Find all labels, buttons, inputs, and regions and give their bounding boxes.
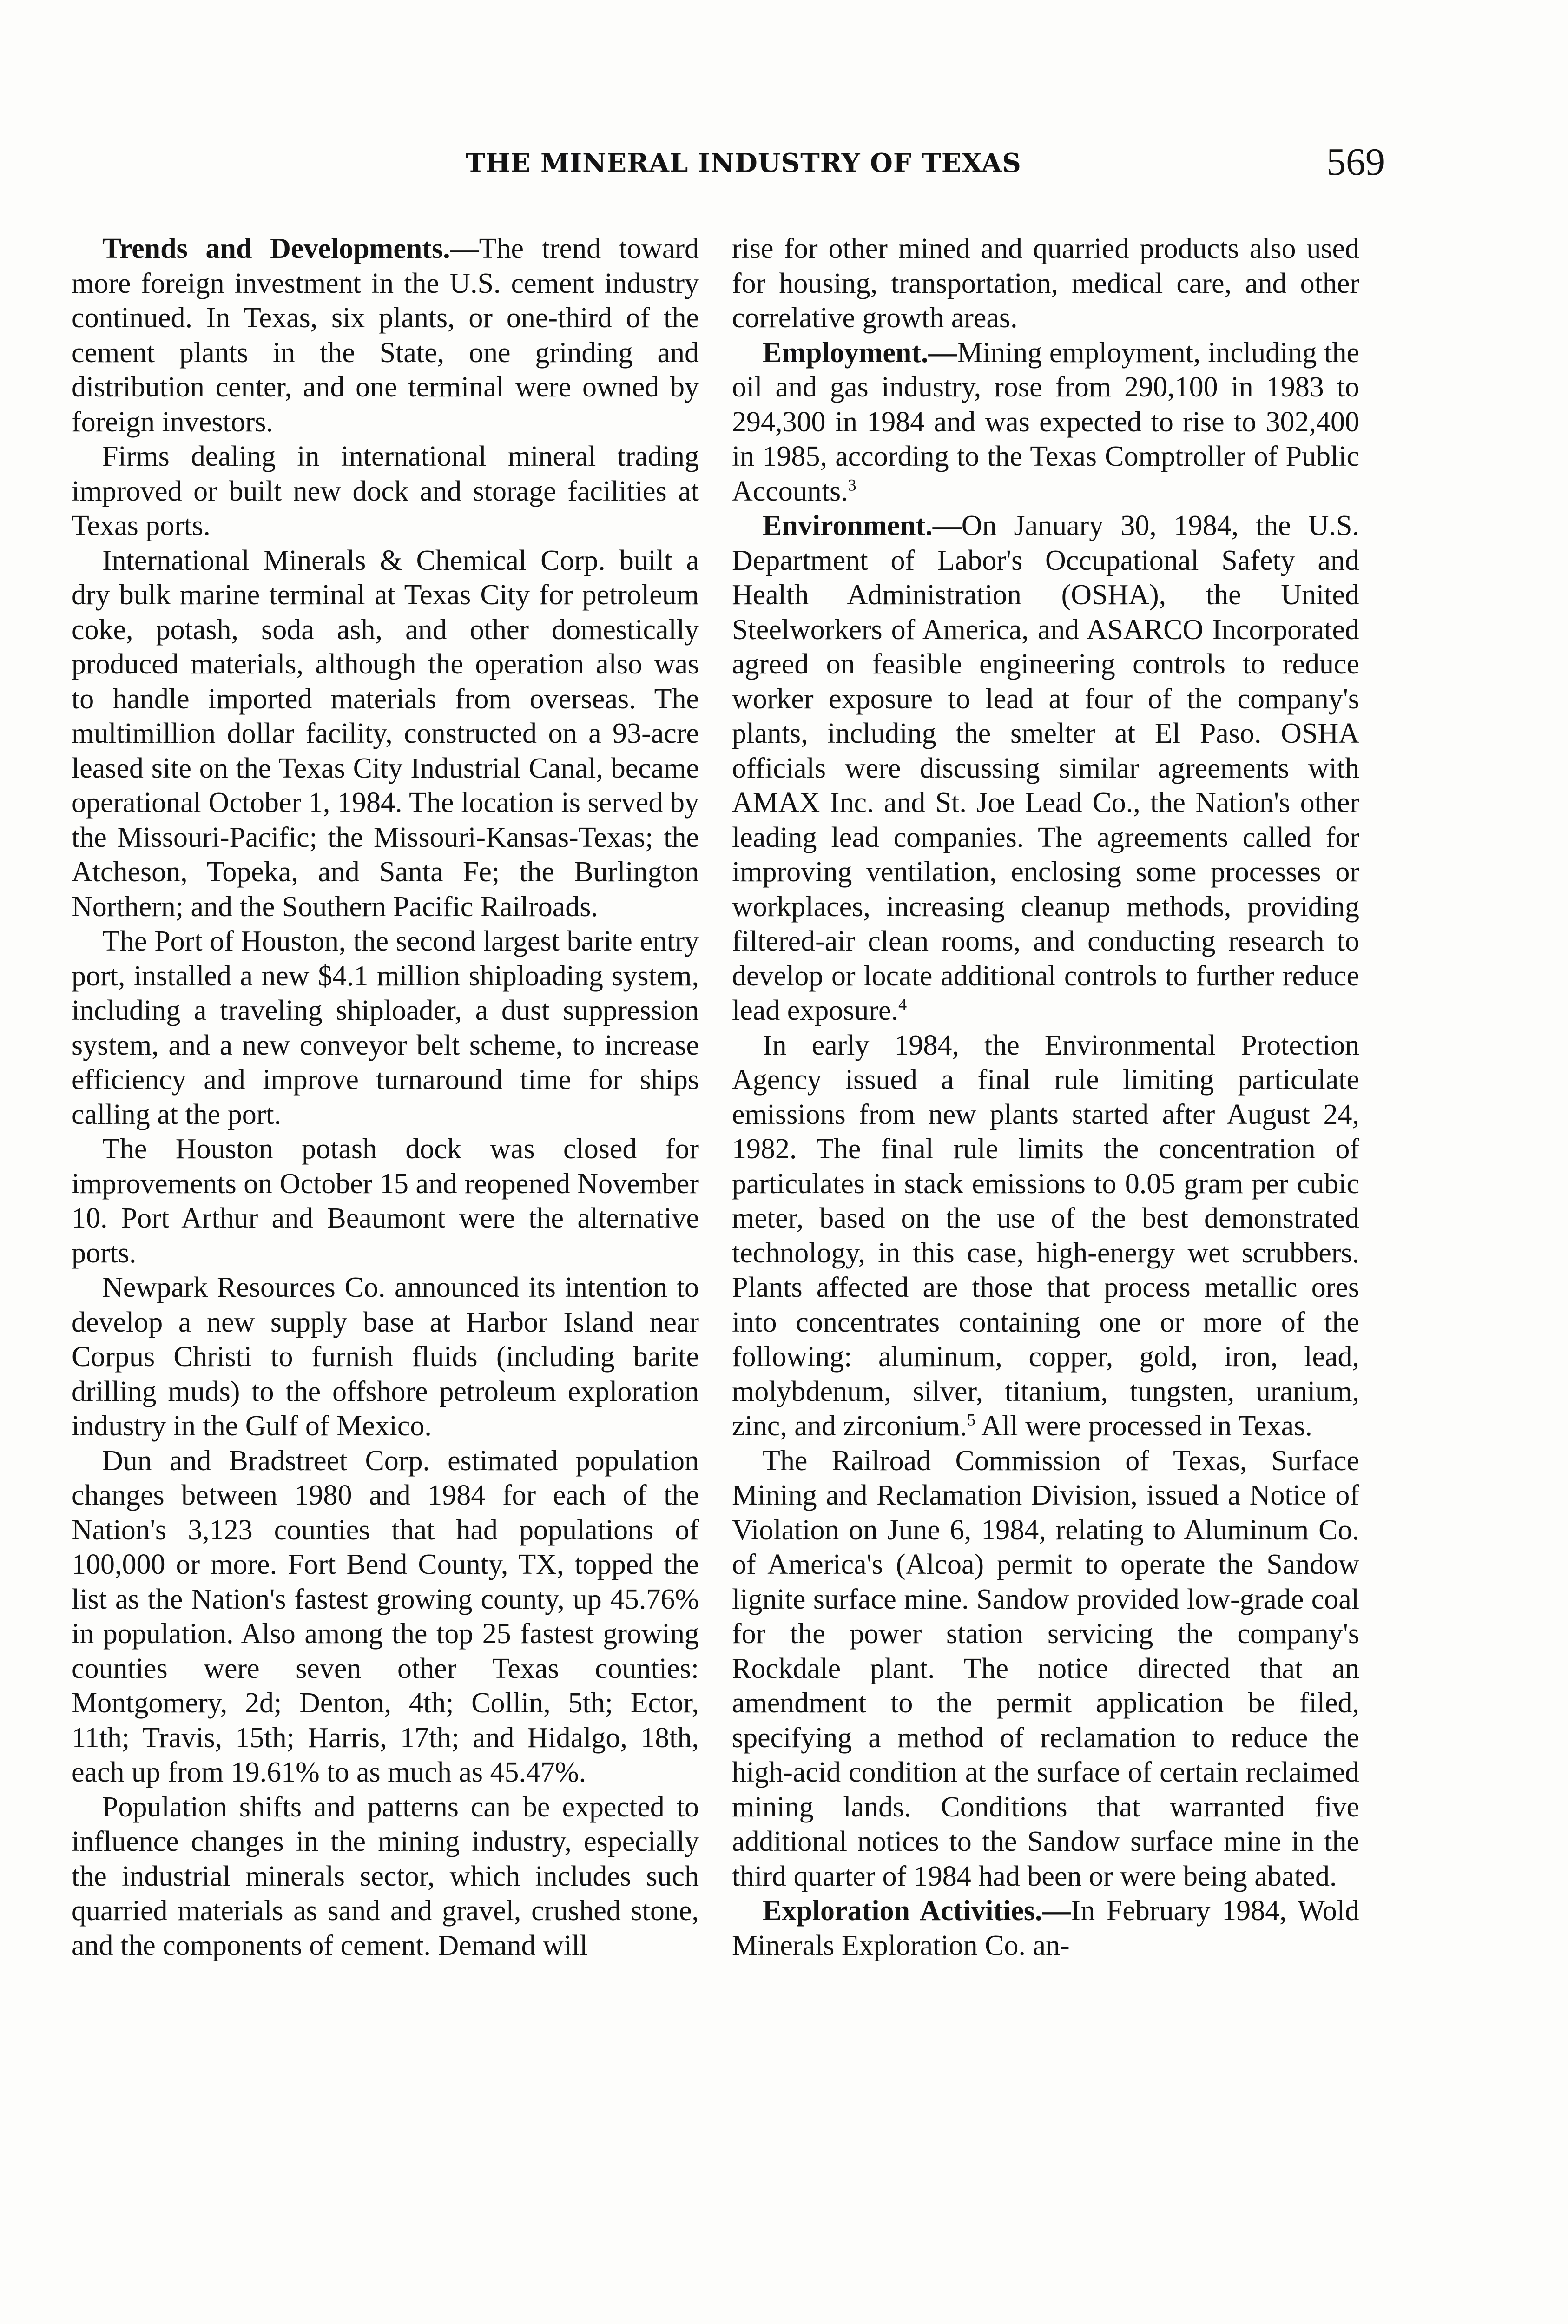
paragraph-newpark: Newpark Resources Co. announced its intention to develop a new supply base at Harbor Island near Corpus Christi to furnish fluids (including barite drilling muds) to the offshore petroleum exploration industry in the Gulf of Mexico. (72, 1272, 699, 1442)
right-column (732, 231, 1359, 1963)
paragraph-trends (72, 231, 699, 439)
footnote-ref-4: 4 (898, 995, 907, 1014)
paragraph-trends-text: The trend toward more foreign investment in the U.S. cement industry continued. In Texas, six plants, or one-third of the cement plants in the State, one grinding and distribution center, and one terminal were owned by foreign investors. (72, 233, 699, 438)
paragraph-epa-text-after: All were processed in Texas. (975, 1410, 1312, 1442)
paragraph-continued: rise for other mined and quarried products also used for housing, transportation, medical care, and other correlative growth areas. (732, 233, 1359, 334)
section-heading-environment: Environment.— (763, 510, 962, 541)
paragraph-environment (732, 508, 1359, 1028)
footnote-ref-5: 5 (967, 1410, 976, 1429)
paragraph-potash-dock: The Houston potash dock was closed for improvements on October 15 and reopened November 10. Port Arthur and Beaumont were the alternative ports. (72, 1133, 699, 1269)
page-number: 569 (1326, 140, 1385, 184)
section-heading-exploration: Exploration Activities.— (763, 1895, 1071, 1927)
paragraph-epa (732, 1028, 1359, 1444)
paragraph-imc: International Minerals & Chemical Corp. built a dry bulk marine terminal at Texas City for petroleum coke, potash, soda ash, and other domestically produced materials, although the operation also was to handle imported materials from overseas. The multimillion dollar facility, constructed on a 93-acre leased site on the Texas City Industrial Canal, became operational October 1, 1984. The location is served by the Missouri-Pacific; the Missouri-Kansas-Texas; the Atcheson, Topeka, and Santa Fe; the Burlington Northern; and the Southern Pacific Railroads. (72, 544, 699, 923)
paragraph-port-houston: The Port of Houston, the second largest barite entry port, installed a new $4.1 million shiploading system, including a traveling shiploader, a dust suppression system, and a new conveyor belt scheme, to increase efficiency and improve turnaround time for ships calling at the port. (72, 925, 699, 1130)
paragraph-exploration-text: In February 1984, Wold Minerals Exploration Co. an- (732, 1895, 1360, 1961)
paragraph-epa-text: In early 1984, the Environmental Protection Agency issued a final rule limiting particulate emissions from new plants started after August 24, 1982. The final rule limits the concentration of particulates in stack emissions to 0.05 gram per cubic meter, based on the use of the best demonstrated technology, in this case, high-energy wet scrubbers. Plants affected are those that process metallic ores into concentrates containing one or more of the following: aluminum, copper, gold, iron, lead, molybdenum, silver, titanium, tungsten, uranium, zinc, and zirconium. (732, 1029, 1359, 1442)
paragraph-employment-text: Mining employment, including the oil and gas industry, rose from 290,100 in 1983 to 294,300 in 1984 and was expected to rise to 302,400 in 1985, according to the Texas Comptroller of Public Accounts. (732, 337, 1359, 507)
section-heading-employment: Employment.— (763, 337, 957, 369)
left-column (72, 231, 699, 1963)
running-head: THE MINERAL INDUSTRY OF TEXAS (466, 148, 1021, 178)
paragraph-firms: Firms dealing in international mineral trading improved or built new dock and storage facilities at Texas ports. (72, 441, 699, 541)
paragraph-exploration (732, 1894, 1359, 1963)
section-heading-trends: Trends and Developments.— (102, 233, 479, 264)
paragraph-environment-text: On January 30, 1984, the U.S. Department of Labor's Occupational Safety and Health Administration (OSHA), the United Steelworkers of America, and ASARCO Incorporated agreed on feasible engineering controls to reduce worker exposure to lead at four of the company's plants, including the smelter at El Paso. OSHA officials were discussing similar agreements with AMAX Inc. and St. Joe Lead Co., the Nation's other leading lead companies. The agreements called for improving ventilation, enclosing some processes or workplaces, increasing cleanup methods, providing filtered-air clean rooms, and conducting research to develop or locate additional controls to further reduce lead exposure. (732, 510, 1359, 1026)
footnote-ref-3: 3 (848, 475, 856, 494)
paragraph-railroad-commission: The Railroad Commission of Texas, Surface Mining and Reclamation Division, issued a Notice of Violation on June 6, 1984, relating to Aluminum Co. of America's (Alcoa) permit to operate the Sandow lignite surface mine. Sandow provided low-grade coal for the power station servicing the company's Rockdale plant. The notice directed that an amendment to the permit application be filed, specifying a method of reclamation to reduce the high-acid condition at the surface of certain reclaimed mining lands. Conditions that warranted five additional notices to the Sandow surface mine in the third quarter of 1984 had been or were being abated. (732, 1445, 1359, 1892)
paragraph-employment (732, 336, 1359, 509)
paragraph-population-shifts: Population shifts and patterns can be expected to influence changes in the mining industry, especially the industrial minerals sector, which includes such quarried materials as sand and gravel, crushed stone, and the components of cement. Demand will (72, 1791, 699, 1961)
paragraph-dun-bradstreet: Dun and Bradstreet Corp. estimated population changes between 1980 and 1984 for each of the Nation's 3,123 counties that had populations of 100,000 or more. Fort Bend County, TX, topped the list as the Nation's fastest growing county, up 45.76% in population. Also among the top 25 fastest growing counties were seven other Texas counties: Montgomery, 2d; Denton, 4th; Collin, 5th; Ector, 11th; Travis, 15th; Harris, 17th; and Hidalgo, 18th, each up from 19.61% to as much as 45.47%. (72, 1445, 699, 1788)
